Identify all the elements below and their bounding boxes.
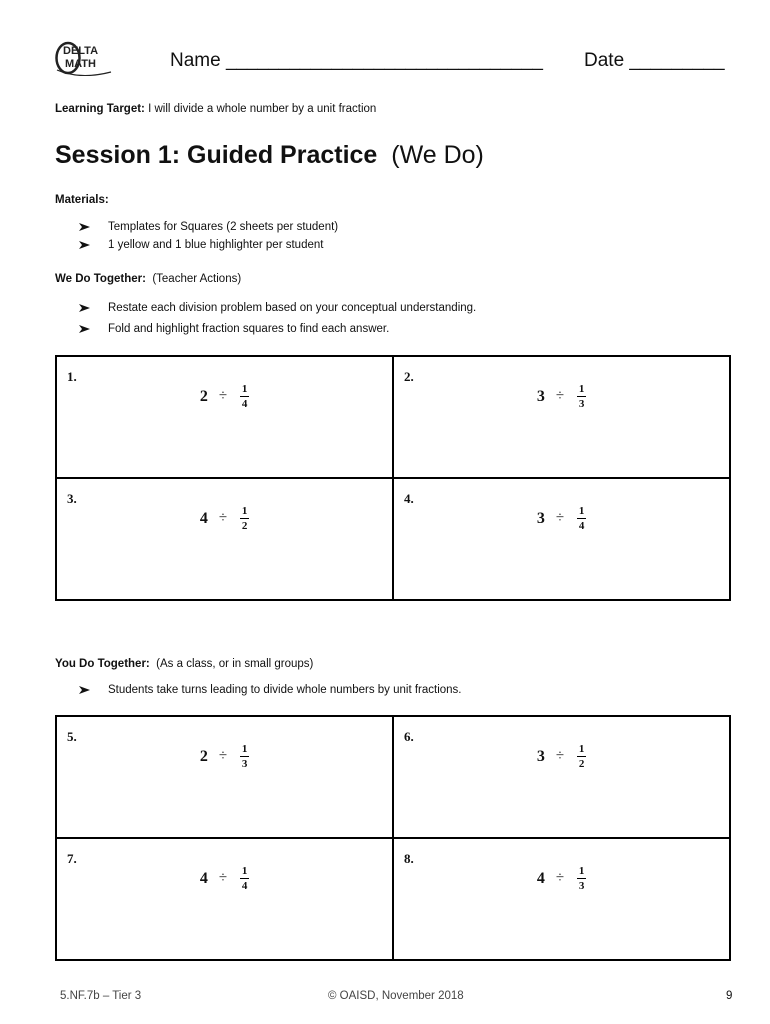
numerator: 1	[241, 505, 248, 517]
denominator: 3	[241, 758, 248, 770]
list-item	[78, 681, 462, 699]
we-do-heading	[55, 273, 241, 285]
footer-copyright: © OAISD, November 2018	[328, 990, 464, 1002]
problem-number: 2.	[404, 369, 414, 384]
you-do-note: (As a class, or in small groups)	[156, 658, 314, 670]
problem-number: 5.	[67, 729, 77, 744]
numerator: 1	[241, 865, 248, 877]
whole-number: 2	[199, 747, 208, 765]
division-expression	[57, 505, 392, 532]
whole-number: 3	[536, 747, 545, 765]
numerator: 1	[578, 505, 585, 517]
list-item	[78, 318, 476, 339]
learning-target	[55, 103, 376, 115]
list-item	[78, 236, 338, 254]
unit-fraction	[240, 383, 249, 410]
unit-fraction	[577, 383, 586, 410]
unit-fraction	[577, 505, 586, 532]
problem-number: 7.	[67, 851, 77, 866]
whole-number: 3	[536, 387, 545, 405]
divide-sign: ÷	[555, 870, 565, 886]
whole-number: 4	[199, 509, 208, 527]
list-item-text: Fold and highlight fraction squares to find each answer.	[108, 322, 390, 335]
divide-sign: ÷	[555, 748, 565, 764]
you-do-label: You Do Together:	[55, 658, 150, 670]
problem-number: 6.	[404, 729, 414, 744]
title-main: Session 1: Guided Practice	[55, 141, 378, 169]
division-expression	[57, 743, 392, 770]
learning-target-label: Learning Target:	[55, 103, 145, 115]
whole-number: 4	[536, 869, 545, 887]
arrow-bullet-icon	[78, 240, 92, 250]
division-expression	[394, 505, 729, 532]
logo-line2: MATH	[65, 58, 96, 70]
you-do-heading	[55, 658, 313, 670]
whole-number: 4	[199, 869, 208, 887]
we-do-label: We Do Together:	[55, 273, 146, 285]
division-expression	[394, 743, 729, 770]
problem-cell[interactable]	[393, 356, 730, 478]
problem-cell[interactable]	[393, 838, 730, 960]
division-expression	[394, 865, 729, 892]
denominator: 2	[241, 520, 248, 532]
arrow-bullet-icon	[78, 303, 92, 313]
deltamath-logo	[55, 40, 113, 76]
denominator: 4	[578, 520, 585, 532]
problem-cell[interactable]	[56, 356, 393, 478]
unit-fraction	[577, 743, 586, 770]
date-field	[584, 50, 725, 72]
unit-fraction	[240, 865, 249, 892]
we-do-note: (Teacher Actions)	[152, 273, 242, 285]
logo-line1: DELTA	[63, 45, 99, 57]
name-label: Name	[170, 50, 221, 71]
division-expression	[394, 383, 729, 410]
division-expression	[57, 865, 392, 892]
denominator: 4	[241, 880, 248, 892]
title-sub: (We Do)	[391, 141, 484, 169]
materials-heading: Materials:	[55, 194, 109, 206]
problem-cell[interactable]	[56, 478, 393, 600]
list-item	[78, 218, 338, 236]
problem-grid-we-do	[55, 355, 731, 601]
divide-sign: ÷	[555, 510, 565, 526]
list-item-text: Templates for Squares (2 sheets per student)	[108, 221, 339, 233]
you-do-list	[78, 681, 462, 699]
whole-number: 2	[199, 387, 208, 405]
we-do-list	[78, 297, 476, 339]
problem-cell[interactable]	[393, 716, 730, 838]
problem-cell[interactable]	[393, 478, 730, 600]
name-blank: ______________________________	[225, 50, 543, 71]
division-expression	[57, 383, 392, 410]
denominator: 3	[578, 398, 585, 410]
page-title	[55, 141, 484, 170]
list-item-text: 1 yellow and 1 blue highlighter per student	[108, 239, 324, 251]
date-blank: _________	[629, 50, 725, 71]
divide-sign: ÷	[218, 510, 228, 526]
whole-number: 3	[536, 509, 545, 527]
date-label: Date	[584, 50, 625, 71]
materials-list	[78, 218, 338, 254]
list-item-text: Restate each division problem based on your conceptual understanding.	[108, 301, 477, 314]
unit-fraction	[577, 865, 586, 892]
footer-standard: 5.NF.7b – Tier 3	[60, 990, 142, 1002]
learning-target-text: I will divide a whole number by a unit fraction	[148, 103, 377, 115]
numerator: 1	[578, 865, 585, 877]
list-item-text: Students take turns leading to divide whole numbers by unit fractions.	[108, 684, 462, 696]
denominator: 3	[578, 880, 585, 892]
arrow-bullet-icon	[78, 324, 92, 334]
divide-sign: ÷	[555, 388, 565, 404]
denominator: 2	[578, 758, 585, 770]
divide-sign: ÷	[218, 748, 228, 764]
page-number: 9	[726, 990, 733, 1002]
problem-cell[interactable]	[56, 716, 393, 838]
numerator: 1	[578, 383, 585, 395]
numerator: 1	[241, 743, 248, 755]
unit-fraction	[240, 505, 249, 532]
arrow-bullet-icon	[78, 222, 92, 232]
arrow-bullet-icon	[78, 685, 92, 695]
name-field	[170, 50, 543, 72]
problem-number: 1.	[67, 369, 77, 384]
divide-sign: ÷	[218, 388, 228, 404]
problem-number: 3.	[67, 491, 77, 506]
numerator: 1	[241, 383, 248, 395]
problem-number: 4.	[404, 491, 414, 506]
numerator: 1	[578, 743, 585, 755]
divide-sign: ÷	[218, 870, 228, 886]
unit-fraction	[240, 743, 249, 770]
problem-number: 8.	[404, 851, 414, 866]
problem-grid-you-do	[55, 715, 731, 961]
problem-cell[interactable]	[56, 838, 393, 960]
denominator: 4	[241, 398, 248, 410]
list-item	[78, 297, 476, 318]
